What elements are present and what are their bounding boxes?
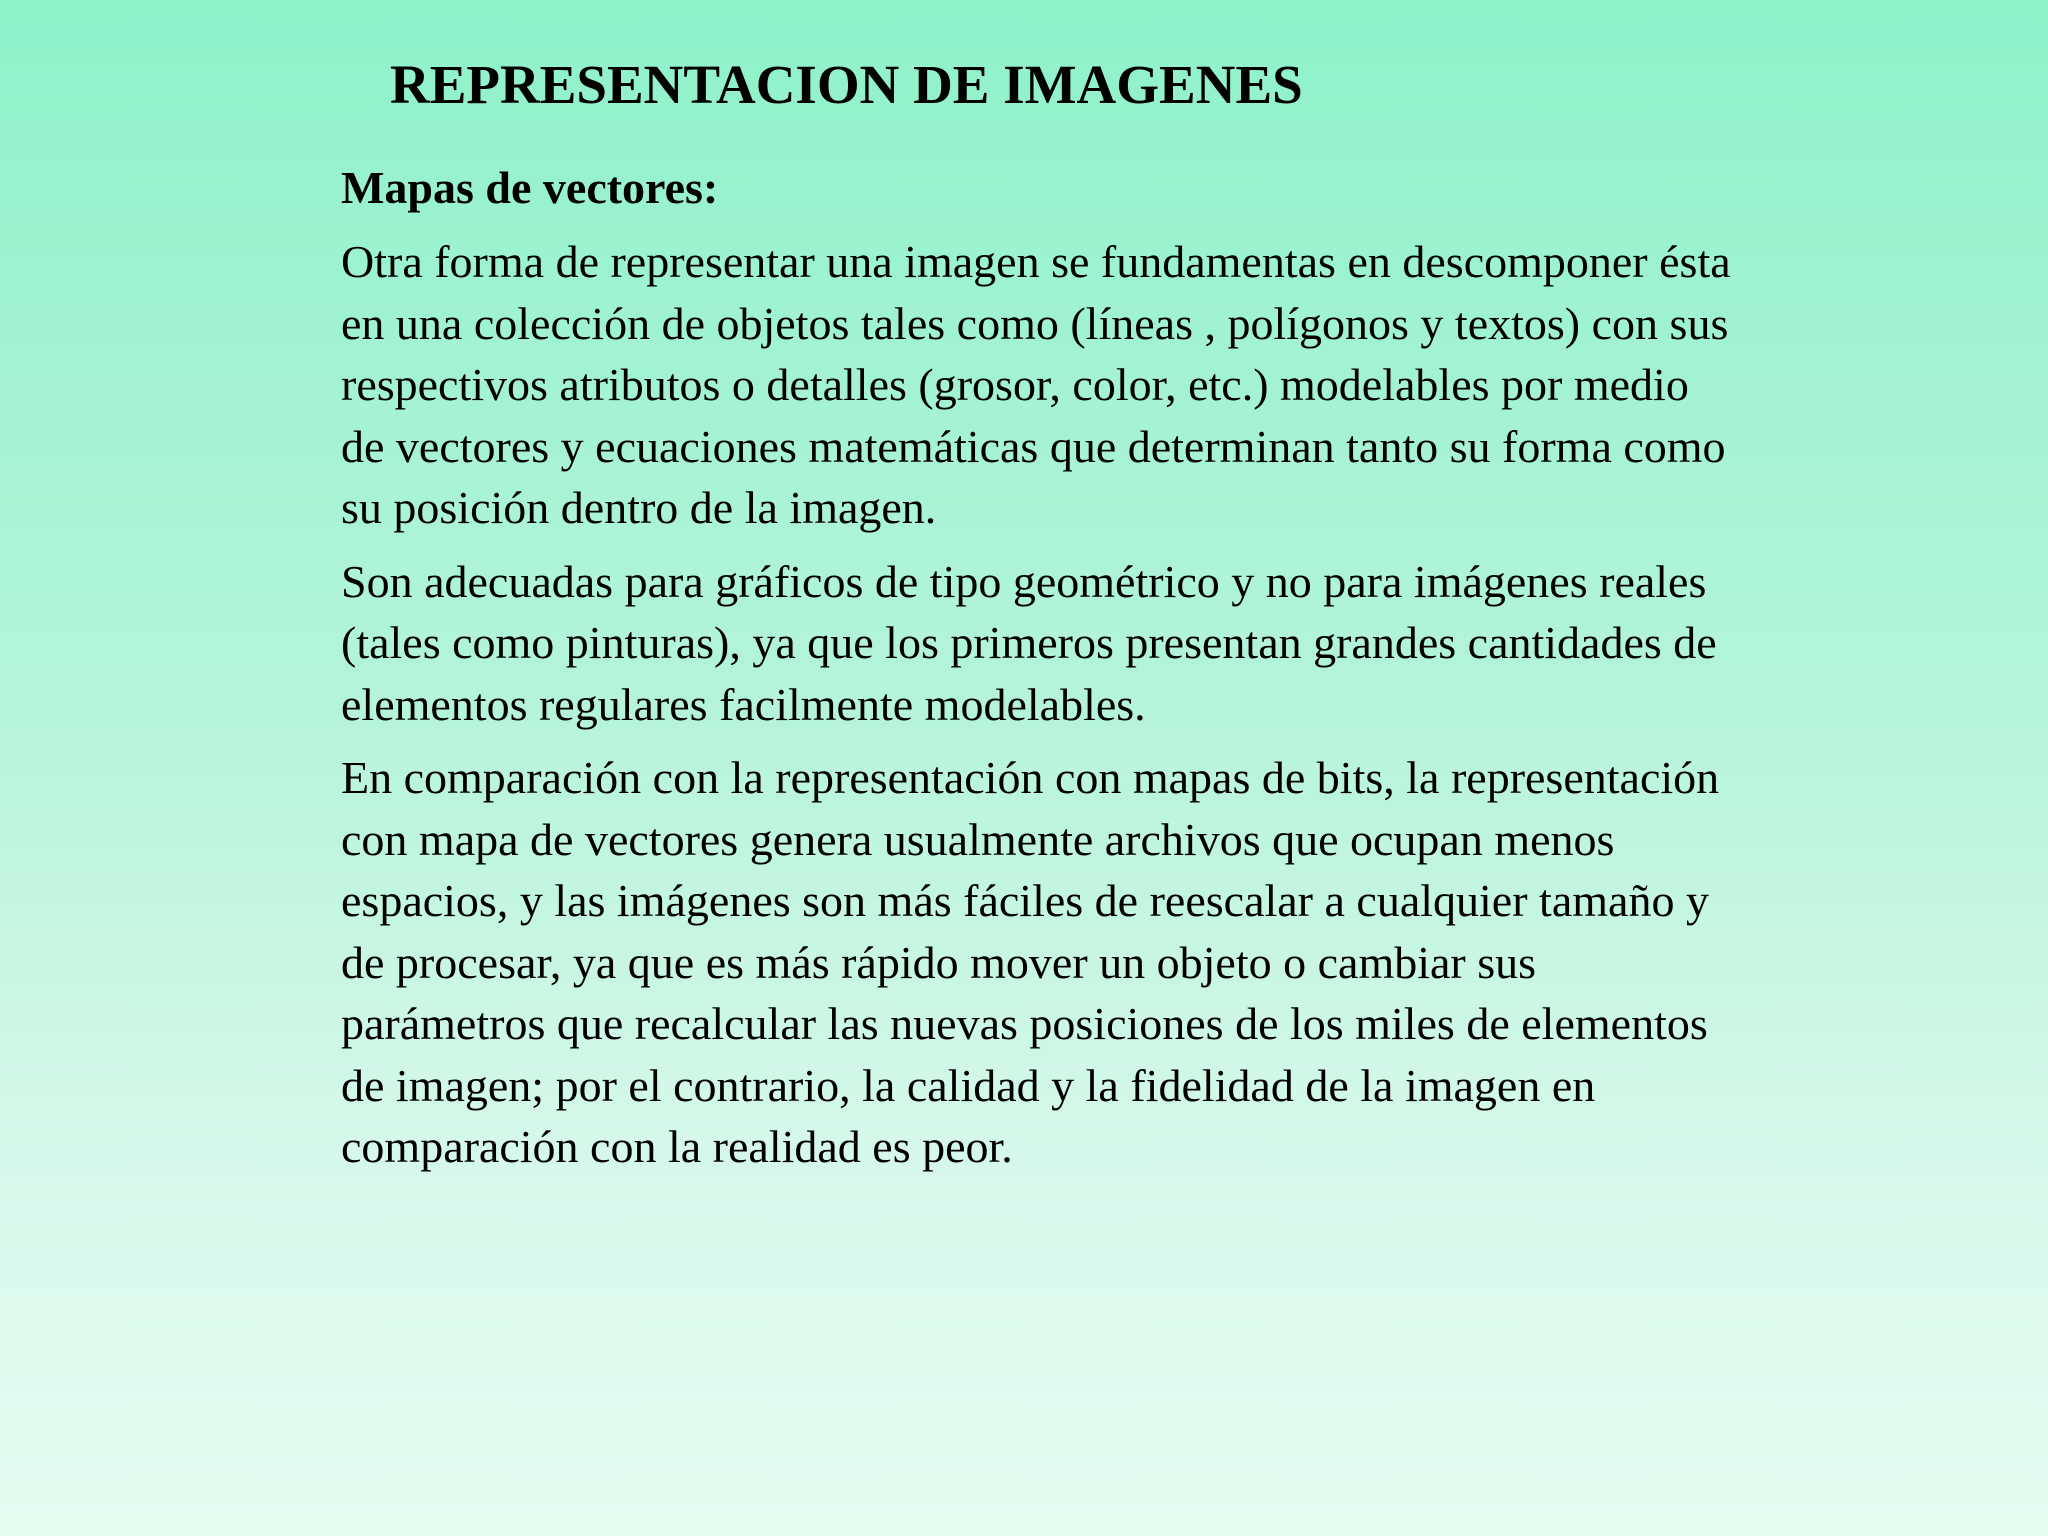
slide-content xyxy=(341,157,1731,1190)
paragraph-suitability: Son adecuadas para gráficos de tipo geométrico y no para imágenes reales (tales como pinturas), ya que los primeros presentan grandes cantidades de elementos regulares facilmente modelables. xyxy=(341,555,1717,730)
paragraph-definition: Otra forma de representar una imagen se fundamentas en descomponer ésta en una colección de objetos tales como (líneas , polígonos y textos) con sus respectivos atributos o detalles (grosor, color, etc.) modelables por medio de vectores y ecuaciones matemáticas que determinan tanto su forma como su posición dentro de la imagen. xyxy=(341,236,1731,533)
paragraph-comparison: En comparación con la representación con mapas de bits, la representación con mapa de vectores genera usualmente archivos que ocupan menos espacios, y las imágenes son más fáciles de reescalar a cualquier tamaño y de procesar, ya que es más rápido mover un objeto o cambiar sus parámetros que recalcular las nuevas posiciones de los miles de elementos de imagen; por el contrario, la calidad y la fidelidad de la imagen en comparación con la realidad es peor. xyxy=(341,752,1720,1172)
slide-title: REPRESENTACION DE IMAGENES xyxy=(390,54,1303,115)
section-heading: Mapas de vectores: xyxy=(341,162,719,213)
